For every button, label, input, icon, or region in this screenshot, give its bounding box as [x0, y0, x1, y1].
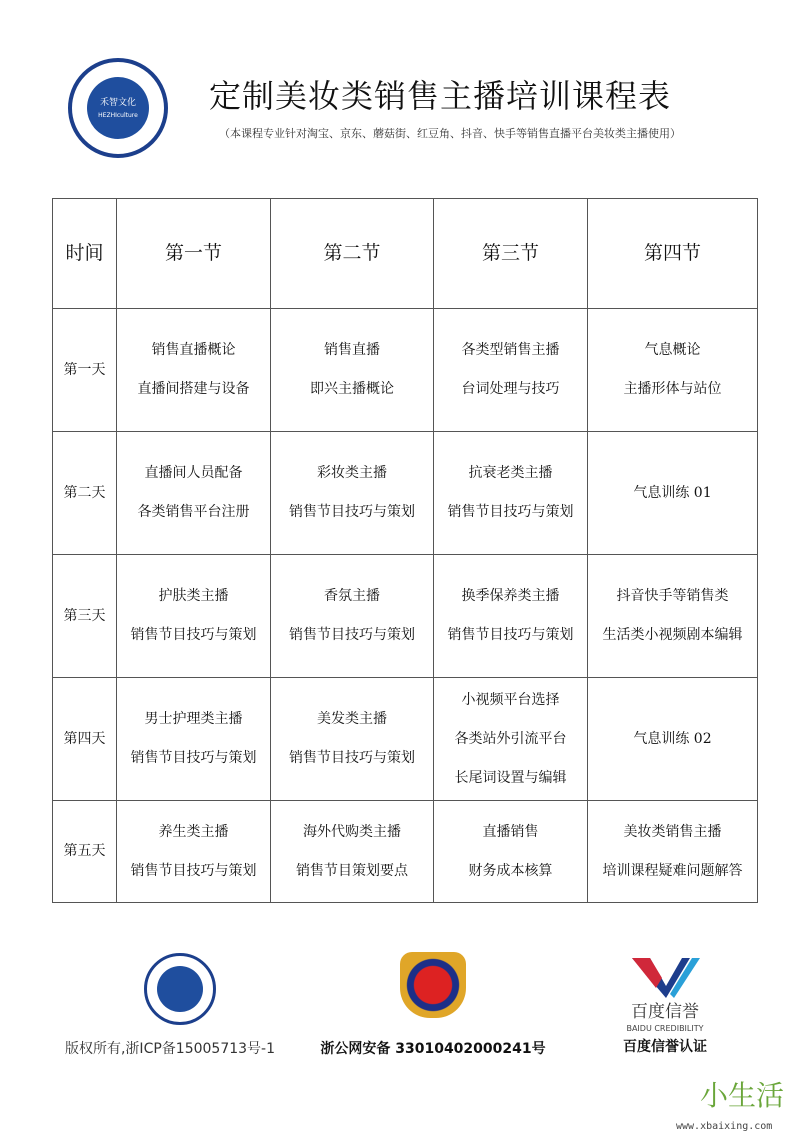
course-cell: [588, 801, 758, 903]
course-line: 销售节目技巧与策划: [289, 627, 415, 643]
course-cell: [588, 678, 758, 801]
course-line: 抗衰老类主播: [468, 465, 553, 481]
course-line: 小视频平台选择: [461, 691, 560, 708]
course-line: 培训课程疑难问题解答: [602, 862, 743, 879]
table-row: [53, 801, 758, 903]
course-line: 即兴主播概论: [310, 381, 394, 397]
course-line: 香氛主播: [324, 588, 380, 604]
course-line: 长尾词设置与编辑: [454, 769, 567, 786]
footer-company-logo: [144, 953, 216, 1025]
baidu-logo-text: 百度信誉: [631, 1002, 699, 1022]
baidu-credibility-logo: [632, 958, 700, 998]
logo-text: 禾智文化: [99, 97, 136, 108]
course-line: 销售节目技巧与策划: [130, 750, 257, 766]
course-cell: [434, 432, 588, 555]
course-line: 气息概论: [644, 342, 701, 358]
course-cell: [588, 555, 758, 678]
course-cell: [117, 678, 271, 801]
course-line: 彩妆类主播: [317, 465, 387, 481]
schedule-table: [52, 198, 758, 903]
course-line: 财务成本核算: [468, 862, 553, 879]
day-label: 第三天: [53, 555, 117, 678]
course-cell: [271, 555, 434, 678]
course-line: 销售直播概论: [151, 342, 236, 358]
course-cell: [117, 309, 271, 432]
watermark-text: 小生活: [700, 1079, 785, 1112]
column-header: 第四节: [588, 199, 758, 309]
course-line: 销售节目策划要点: [296, 862, 408, 879]
course-line: 抖音快手等销售类: [616, 588, 729, 604]
column-header: 第三节: [434, 199, 588, 309]
course-line: 护肤类主播: [158, 588, 229, 604]
day-label: 第五天: [53, 801, 117, 903]
day-label: 第一天: [53, 309, 117, 432]
course-line: 主播形体与站位: [623, 381, 722, 397]
footer-logo-inner: [157, 966, 203, 1012]
company-logo: [68, 58, 168, 158]
course-line: 销售节目技巧与策划: [289, 504, 415, 520]
course-line: 销售节目技巧与策划: [447, 627, 574, 643]
course-cell: [434, 801, 588, 903]
column-header: 第一节: [117, 199, 271, 309]
course-line: 生活类小视频剧本编辑: [602, 627, 743, 643]
course-line: 销售节目技巧与策划: [130, 627, 257, 643]
course-line: 直播销售: [482, 823, 539, 840]
course-cell: [271, 678, 434, 801]
table-header-row: [53, 199, 758, 309]
course-cell: [271, 801, 434, 903]
course-line: 各类型销售主播: [461, 342, 560, 358]
course-line: 销售节目技巧与策划: [289, 750, 415, 766]
icp-text: 版权所有,浙ICP备15005713号-1: [64, 1041, 275, 1057]
course-cell: [271, 432, 434, 555]
course-line: 销售直播: [324, 342, 380, 358]
course-line: 美发类主播: [317, 711, 387, 727]
course-line: 气息训练 02: [633, 730, 712, 747]
police-badge-icon: [400, 952, 466, 1018]
course-cell: [434, 678, 588, 801]
course-line: 气息训练 01: [633, 484, 712, 501]
course-line: 男士护理类主播: [144, 711, 243, 727]
column-header: 时间: [53, 199, 117, 309]
course-line: 海外代购类主播: [303, 823, 401, 840]
baidu-credit-text: 百度信誉认证: [623, 1039, 707, 1055]
course-line: 美妆类销售主播: [623, 823, 722, 840]
course-cell: [588, 432, 758, 555]
course-line: 换季保养类主播: [461, 588, 560, 604]
page-title: 定制美妆类销售主播培训课程表: [208, 77, 671, 115]
police-record-text: 浙公网安备 33010402000241号: [320, 1041, 546, 1057]
course-line: 各类销售平台注册: [137, 504, 250, 520]
course-cell: [588, 309, 758, 432]
course-line: 养生类主播: [158, 823, 229, 840]
course-cell: [434, 309, 588, 432]
column-header: 第二节: [271, 199, 434, 309]
course-line: 台词处理与技巧: [461, 381, 560, 397]
course-line: 各类站外引流平台: [454, 730, 567, 747]
table-row: [53, 678, 758, 801]
watermark-url: www.xbaixing.com: [676, 1121, 773, 1132]
course-line: 销售节目技巧与策划: [130, 862, 257, 879]
course-cell: [117, 555, 271, 678]
table-row: [53, 309, 758, 432]
course-cell: [434, 555, 588, 678]
course-line: 直播间人员配备: [144, 465, 243, 481]
course-cell: [117, 801, 271, 903]
day-label: 第四天: [53, 678, 117, 801]
day-label: 第二天: [53, 432, 117, 555]
table-row: [53, 432, 758, 555]
baidu-en-text: BAIDU CREDIBILITY: [626, 1024, 704, 1033]
page-subtitle: （本课程专业针对淘宝、京东、蘑菇街、红豆角、抖音、快手等销售直播平台美妆类主播使用）: [219, 127, 681, 140]
logo-sub: HEZHIculture: [98, 111, 138, 119]
course-line: 直播间搭建与设备: [137, 381, 250, 397]
table-row: [53, 555, 758, 678]
course-cell: [117, 432, 271, 555]
course-cell: [271, 309, 434, 432]
course-line: 销售节目技巧与策划: [447, 504, 574, 520]
